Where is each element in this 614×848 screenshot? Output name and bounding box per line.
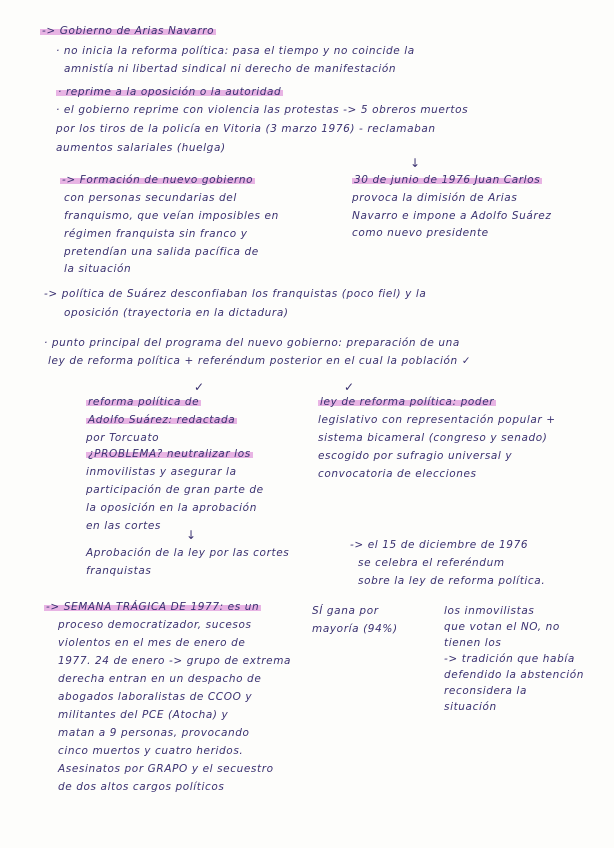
text-line: tienen los [444,637,502,649]
down-arrow-icon: ↓ [186,528,197,542]
text-line: escogido por sufragio universal y [318,450,513,462]
text-line: régimen franquista sin franco y [64,228,248,240]
text-line: ley de reforma política + referéndum posterior en el cual la población ✓ [48,355,472,367]
subheading-semana-tragica: -> SEMANA TRÁGICA DE 1977: es un [46,601,260,613]
text-line: Navarro e impone a Adolfo Suárez [352,210,552,222]
subheading-nuevo-gobierno: -> Formación de nuevo gobierno [62,174,254,186]
section-title-arias-navarro: -> Gobierno de Arias Navarro [42,25,215,37]
text-line: cinco muertos y cuatro heridos. [58,745,244,757]
text-line: aumentos salariales (huelga) [56,142,226,154]
text-line: de dos altos cargos políticos [58,781,225,793]
text-line: como nuevo presidente [352,227,489,239]
text-line: Asesinatos por GRAPO y el secuestro [58,763,274,775]
text-line: legislativo con representación popular + [318,414,556,426]
text-line: la situación [64,263,132,275]
text-line: ley de reforma política: poder [320,396,495,408]
text-line: pretendían una salida pacífica de [64,246,259,258]
check-icon: ✓ [194,380,205,394]
text-line: Aprobación de la ley por las cortes [86,547,290,559]
text-line: · el gobierno reprime con violencia las protestas -> 5 obreros muertos [56,104,469,116]
check-icon: ✓ [344,380,355,394]
text-line: proceso democratizador, sucesos [58,619,252,631]
text-line: franquistas [86,565,152,577]
text-line: sistema bicameral (congreso y senado) [318,432,548,444]
text-line: participación de gran parte de [86,484,264,496]
text-line: provoca la dimisión de Arias [352,192,518,204]
text-line: inmovilistas y asegurar la [86,466,237,478]
text-line: · punto principal del programa del nuevo gobierno: preparación de una [44,337,460,349]
text-line: -> política de Suárez desconfiaban los franquistas (poco fiel) y la [44,288,427,300]
text-line: oposición (trayectoria en la dictadura) [64,307,289,319]
text-line: que votan el NO, no [444,621,560,633]
text-line: -> tradición que había [444,653,575,665]
down-arrow-icon: ↓ [410,156,421,170]
text-line: matan a 9 personas, provocando [58,727,250,739]
text-line: por los tiros de la policía en Vitoria (3 marzo 1976) - reclamaban [56,123,436,135]
text-line: reforma política de [88,396,200,408]
text-line: derecha entran en un despacho de [58,673,262,685]
text-line: ¿PROBLEMA? neutralizar los [88,448,251,460]
text-line: con personas secundarias del [64,192,237,204]
text-line: en las cortes [86,520,161,532]
text-line: 1977. 24 de enero -> grupo de extrema [58,655,292,667]
text-line: franquismo, que veían imposibles en [64,210,279,222]
text-line: SÍ gana por [312,605,379,617]
text-line: por Torcuato [86,432,160,444]
text-line: amnistía ni libertad sindical ni derecho de manifestación [64,63,397,75]
text-line: sobre la ley de reforma política. [358,575,546,587]
text-line: abogados laboralistas de CCOO y [58,691,253,703]
text-line: reconsidera la [444,685,527,697]
text-line: mayoría (94%) [312,623,398,635]
text-line: · no inicia la reforma política: pasa el tiempo y no coincide la [56,45,415,57]
text-line: defendido la abstención [444,669,585,681]
text-line: -> el 15 de diciembre de 1976 [350,539,529,551]
text-line: situación [444,701,497,713]
text-line: se celebra el referéndum [358,557,505,569]
text-line: · reprime a la oposición o la autoridad [58,86,282,98]
text-line: militantes del PCE (Atocha) y [58,709,229,721]
text-line: violentos en el mes de enero de [58,637,246,649]
text-line: la oposición en la aprobación [86,502,257,514]
text-line: Adolfo Suárez: redactada [88,414,236,426]
text-line: convocatoria de elecciones [318,468,477,480]
text-line: los inmovilistas [444,605,535,617]
text-line: 30 de junio de 1976 Juan Carlos [354,174,541,186]
